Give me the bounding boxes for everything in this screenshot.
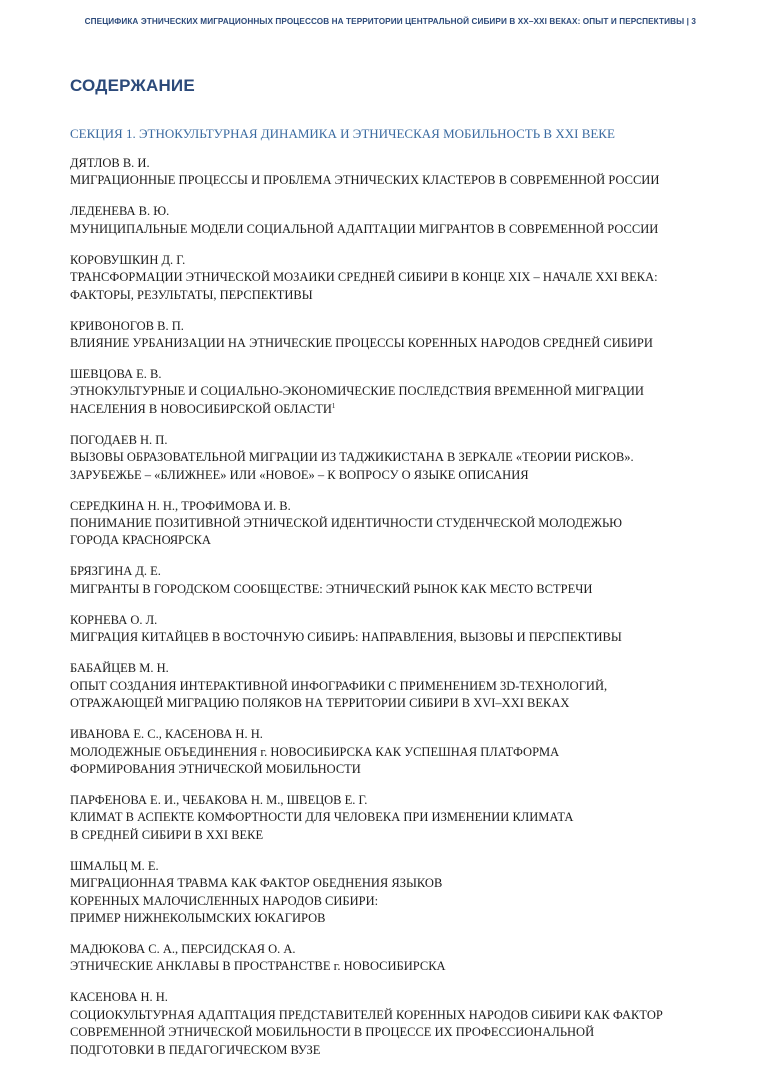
toc-entry-title-line — [70, 335, 710, 352]
toc-entry-authors: ЛЕДЕНЕВА В. Ю. — [70, 204, 170, 219]
toc-entry-title-line — [70, 172, 710, 189]
toc-entry-authors: КОРОВУШКИН Д. Г. — [70, 252, 186, 267]
section-heading[interactable]: СЕКЦИЯ 1. ЭТНОКУЛЬТУРНАЯ ДИНАМИКА И ЭТНИЧЕСКАЯ МОБИЛЬНОСТЬ В XXI ВЕКЕ — [70, 126, 615, 141]
toc-entry-title-text: ПОНИМАНИЕ ПОЗИТИВНОЙ ЭТНИЧЕСКОЙ ИДЕНТИЧНОСТИ СТУДЕНЧЕСКОЙ МОЛОДЕЖЬЮ — [70, 516, 623, 531]
toc-entry-title-text: ТРАНСФОРМАЦИИ ЭТНИЧЕСКОЙ МОЗАИКИ СРЕДНЕЙ СИБИРИ В КОНЦЕ XIX – НАЧАЛЕ XXI ВЕКА: — [70, 270, 658, 285]
toc-entry[interactable] — [70, 941, 710, 976]
toc-entry-title-text: ЗАРУБЕЖЬЕ – «БЛИЖНЕЕ» ИЛИ «НОВОЕ» – К ВОПРОСУ О ЯЗЫКЕ ОПИСАНИЯ — [70, 467, 529, 482]
toc-entry-authors: ПОГОДАЕВ Н. П. — [70, 432, 168, 447]
toc-entry[interactable] — [70, 792, 710, 844]
toc-entry[interactable] — [70, 726, 710, 778]
toc-entry-title-line — [70, 221, 710, 238]
toc-entry-authors: ДЯТЛОВ В. И. — [70, 156, 150, 170]
toc-entry[interactable] — [70, 318, 710, 353]
toc-entry-title-line — [70, 269, 710, 286]
toc-entry[interactable] — [70, 498, 710, 550]
toc-entry[interactable] — [70, 366, 710, 418]
toc-entry-title-text: МУНИЦИПАЛЬНЫЕ МОДЕЛИ СОЦИАЛЬНОЙ АДАПТАЦИИ МИГРАНТОВ В СОВРЕМЕННОЙ РОССИИ — [70, 221, 659, 236]
toc-entry[interactable] — [70, 612, 710, 647]
toc-entry-title-line — [70, 744, 710, 761]
toc-title: СОДЕРЖАНИЕ — [70, 76, 195, 95]
running-header: СПЕЦИФИКА ЭТНИЧЕСКИХ МИГРАЦИОННЫХ ПРОЦЕССОВ НА ТЕРРИТОРИИ ЦЕНТРАЛЬНОЙ СИБИРИ В XX–XXI ВЕКАХ: ОПЫТ И ПЕРСПЕКТИВЫ | 3 — [84, 17, 696, 26]
footnote-marker[interactable]: 1 — [331, 401, 336, 410]
toc-entry-authors: ПАРФЕНОВА Е. И., ЧЕБАКОВА Н. М., ШВЕЦОВ Е. Г. — [70, 792, 368, 807]
toc-entry-title-line — [70, 1042, 710, 1059]
toc-entry-title-text: ГОРОДА КРАСНОЯРСКА — [70, 533, 211, 548]
toc-entry-authors: БРЯЗГИНА Д. Е. — [70, 564, 161, 579]
toc-entry-title-line — [70, 958, 710, 975]
toc-entry[interactable] — [70, 989, 710, 1059]
toc-entry-authors: БАБАЙЦЕВ М. Н. — [70, 661, 169, 676]
toc-entry-authors: КРИВОНОГОВ В. П. — [70, 318, 184, 333]
toc-entry-title-line — [70, 401, 710, 418]
toc-entry-title-line — [70, 629, 710, 646]
toc-entry[interactable] — [70, 155, 710, 190]
toc-entry-title-line — [70, 1024, 710, 1041]
toc-entry-title-line — [70, 809, 710, 826]
toc-entry-title-text: СОВРЕМЕННОЙ ЭТНИЧЕСКОЙ МОБИЛЬНОСТИ В ПРОЦЕССЕ ИХ ПРОФЕССИОНАЛЬНОЙ — [70, 1025, 595, 1040]
toc-entry-title-text: МИГРАЦИЯ КИТАЙЦЕВ В ВОСТОЧНУЮ СИБИРЬ: НАПРАВЛЕНИЯ, ВЫЗОВЫ И ПЕРСПЕКТИВЫ — [70, 630, 622, 645]
toc-entry[interactable] — [70, 252, 710, 304]
toc-entry-title-line — [70, 827, 710, 844]
toc-entry-authors: СЕРЕДКИНА Н. Н., ТРОФИМОВА И. В. — [70, 498, 291, 513]
toc-entry-title-text: ОТРАЖАЮЩЕЙ МИГРАЦИЮ ПОЛЯКОВ НА ТЕРРИТОРИИ СИБИРИ В XVI–XXI ВЕКАХ — [70, 696, 570, 711]
toc-entry-title-line — [70, 383, 710, 400]
toc-entry-authors: ШМАЛЬЦ М. Е. — [70, 858, 159, 873]
toc-entry-title-line — [70, 1007, 710, 1024]
toc-entry-title-text: ЭТНИЧЕСКИЕ АНКЛАВЫ В ПРОСТРАНСТВЕ г. НОВОСИБИРСКА — [70, 959, 446, 974]
toc-entry-authors: КАСЕНОВА Н. Н. — [70, 990, 168, 1005]
toc-entry-title-line — [70, 678, 710, 695]
toc-entry-title-text: ВЫЗОВЫ ОБРАЗОВАТЕЛЬНОЙ МИГРАЦИИ ИЗ ТАДЖИКИСТАНА В ЗЕРКАЛЕ «ТЕОРИИ РИСКОВ». — [70, 450, 634, 465]
toc-entry-authors: ШЕВЦОВА Е. В. — [70, 367, 162, 382]
toc-entry-title-text: МИГРАЦИОННЫЕ ПРОЦЕССЫ И ПРОБЛЕМА ЭТНИЧЕСКИХ КЛАСТЕРОВ В СОВРЕМЕННОЙ РОССИИ — [70, 173, 660, 188]
toc-entry-title-text: МОЛОДЕЖНЫЕ ОБЪЕДИНЕНИЯ г. НОВОСИБИРСКА КАК УСПЕШНАЯ ПЛАТФОРМА — [70, 744, 560, 759]
toc-entry-title-line — [70, 515, 710, 532]
toc-entry-authors: КОРНЕВА О. Л. — [70, 612, 158, 627]
toc-entry-title-line — [70, 449, 710, 466]
toc-entry-title-line — [70, 532, 710, 549]
toc-entry-title-text: МИГРАЦИОННАЯ ТРАВМА КАК ФАКТОР ОБЕДНЕНИЯ ЯЗЫКОВ — [70, 876, 443, 891]
toc-entry-title-line — [70, 910, 710, 927]
toc-entry-title-text: ЭТНОКУЛЬТУРНЫЕ И СОЦИАЛЬНО-ЭКОНОМИЧЕСКИЕ ПОСЛЕДСТВИЯ ВРЕМЕННОЙ МИГРАЦИИ — [70, 384, 644, 399]
toc-entry-title-text: В СРЕДНЕЙ СИБИРИ В XXI ВЕКЕ — [70, 827, 264, 842]
toc-entry-title-line — [70, 287, 710, 304]
toc-entry-title-text: ПОДГОТОВКИ В ПЕДАГОГИЧЕСКОМ ВУЗЕ — [70, 1042, 321, 1057]
toc-entry-list — [70, 155, 710, 1073]
toc-entry-title-line — [70, 581, 710, 598]
toc-entry-title-text: ФОРМИРОВАНИЯ ЭТНИЧЕСКОЙ МОБИЛЬНОСТИ — [70, 761, 361, 776]
toc-entry[interactable] — [70, 563, 710, 598]
toc-entry-authors: ИВАНОВА Е. С., КАСЕНОВА Н. Н. — [70, 727, 263, 742]
toc-entry-title-text: СОЦИОКУЛЬТУРНАЯ АДАПТАЦИЯ ПРЕДСТАВИТЕЛЕЙ КОРЕННЫХ НАРОДОВ СИБИРИ КАК ФАКТОР — [70, 1007, 663, 1022]
toc-entry-title-text: ОПЫТ СОЗДАНИЯ ИНТЕРАКТИВНОЙ ИНФОГРАФИКИ С ПРИМЕНЕНИЕМ 3D-ТЕХНОЛОГИЙ, — [70, 678, 608, 693]
toc-entry-title-line — [70, 695, 710, 712]
toc-entry-authors: МАДЮКОВА С. А., ПЕРСИДСКАЯ О. А. — [70, 941, 296, 956]
toc-entry-title-text: ПРИМЕР НИЖНЕКОЛЫМСКИХ ЮКАГИРОВ — [70, 910, 326, 925]
toc-entry-title-text: КЛИМАТ В АСПЕКТЕ КОМФОРТНОСТИ ДЛЯ ЧЕЛОВЕКА ПРИ ИЗМЕНЕНИИ КЛИМАТА — [70, 810, 574, 825]
toc-entry-title-text: МИГРАНТЫ В ГОРОДСКОМ СООБЩЕСТВЕ: ЭТНИЧЕСКИЙ РЫНОК КАК МЕСТО ВСТРЕЧИ — [70, 581, 593, 596]
toc-entry-title-text: ВЛИЯНИЕ УРБАНИЗАЦИИ НА ЭТНИЧЕСКИЕ ПРОЦЕССЫ КОРЕННЫХ НАРОДОВ СРЕДНЕЙ СИБИРИ — [70, 336, 653, 351]
toc-entry-title-text: НАСЕЛЕНИЯ В НОВОСИБИРСКОЙ ОБЛАСТИ — [70, 401, 332, 416]
toc-entry[interactable] — [70, 203, 710, 238]
toc-entry-title-line — [70, 761, 710, 778]
toc-entry[interactable] — [70, 858, 710, 928]
toc-entry-title-text: ФАКТОРЫ, РЕЗУЛЬТАТЫ, ПЕРСПЕКТИВЫ — [70, 287, 313, 302]
toc-entry[interactable] — [70, 432, 710, 484]
toc-entry[interactable] — [70, 660, 710, 712]
toc-entry-title-line — [70, 893, 710, 910]
toc-entry-title-text: КОРЕННЫХ МАЛОЧИСЛЕННЫХ НАРОДОВ СИБИРИ: — [70, 893, 379, 908]
toc-entry-title-line — [70, 467, 710, 484]
toc-entry-title-line — [70, 875, 710, 892]
